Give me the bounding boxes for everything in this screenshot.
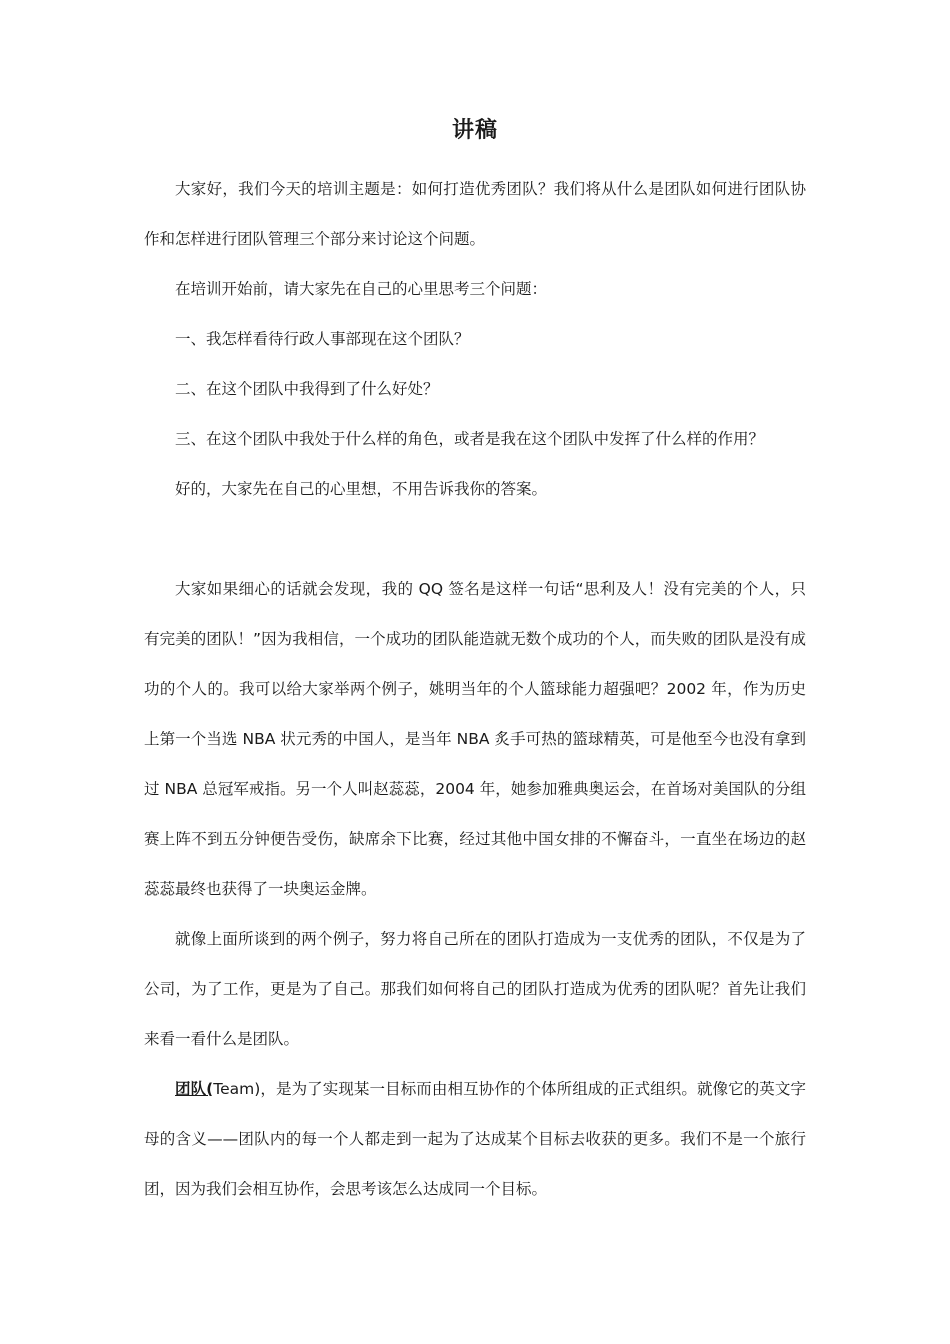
question-item-1: 一、我怎样看待行政人事部现在这个团队？ xyxy=(175,330,470,348)
paragraph-questions-lead: 在培训开始前，请大家先在自己的心里思考三个问题： xyxy=(175,280,548,298)
question-item-2: 二、在这个团队中我得到了什么好处？ xyxy=(175,380,439,398)
paragraph-transition: 就像上面所谈到的两个例子，努力将自己所在的团队打造成为一支优秀的团队，不仅是为了公司，为了工作，更是为了自己。那我们如何将自己的团队打造成为优秀的团队呢？首先让我们来看一看什么是团队。 xyxy=(144,930,806,1048)
paragraph-examples: 大家如果细心的话就会发现，我的 QQ 签名是这样一句话“思利及人！没有完美的个人，只有完美的团队！”因为我相信，一个成功的团队能造就无数个成功的个人，而失败的团队是没有成功的个人的。我可以给大家举两个例子，姚明当年的个人篮球能力超强吧？2002 年，作为历史上第一个当选 NBA 状元秀的中国人，是当年 NBA 炙手可热的篮球精英，可是他至今也没有拿到过 NBA 总冠军戒指。另一个人叫赵蕊蕊，2004 年，她参加雅典奥运会，在首场对美国队的分组赛上阵不到五分钟便告受伤，缺席余下比赛，经过其他中国女排的不懈奋斗，一直坐在场边的赵蕊蕊最终也获得了一块奥运金牌。 xyxy=(144,580,806,898)
page-title: 讲稿 xyxy=(451,118,498,143)
question-item-3: 三、在这个团队中我处于什么样的角色，或者是我在这个团队中发挥了什么样的作用？ xyxy=(175,430,765,448)
paragraph-intro: 大家好，我们今天的培训主题是：如何打造优秀团队？我们将从什么是团队如何进行团队协作和怎样进行团队管理三个部分来讨论这个问题。 xyxy=(144,180,806,248)
paragraph-answer-note: 好的，大家先在自己的心里想，不用告诉我你的答案。 xyxy=(175,480,548,498)
definition-term: 团队( xyxy=(175,1080,214,1098)
paragraph-definition xyxy=(144,1064,806,1214)
definition-text: Team)，是为了实现某一目标而由相互协作的个体所组成的正式组织。就像它的英文字母的含义——团队内的每一个人都走到一起为了达成某个目标去收获的更多。我们不是一个旅行团，因为我们会相互协作，会思考该怎么达成同一个目标。 xyxy=(144,1080,806,1198)
document-body xyxy=(144,164,806,1214)
